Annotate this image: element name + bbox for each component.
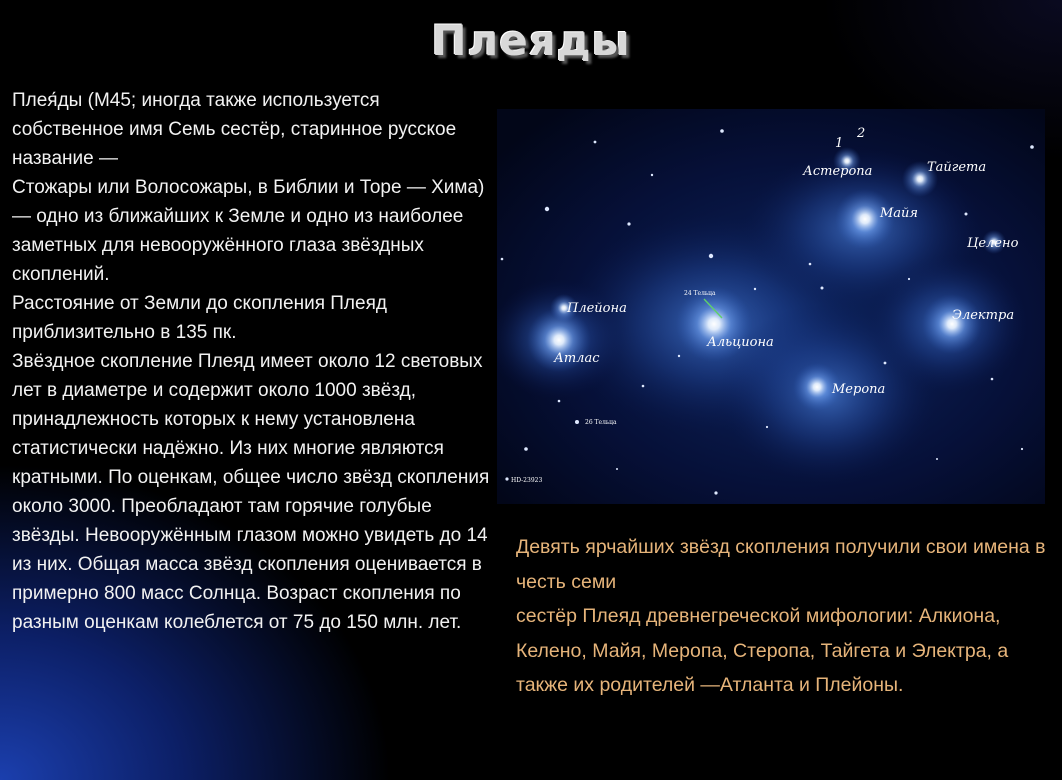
label-24-taurus: 24 Тельца bbox=[684, 290, 716, 297]
label-26-taurus: 26 Тельца bbox=[585, 419, 617, 426]
label-maya: Майя bbox=[880, 206, 919, 221]
pleiades-photo bbox=[497, 109, 1045, 504]
pleiades-star-map bbox=[497, 109, 1045, 504]
slide-title: Плеяды bbox=[431, 16, 631, 65]
label-number-1: 1 bbox=[835, 136, 844, 151]
caption-text: Девять ярчайших звёзд скопления получили свои имена в честь семи сестёр Плеяд древнегреческой мифологии: Алкиона, Келено, Майя, Меропа, Стеропа, Тайгета и Электра, а также их родителей —Атланта и Плейоны. bbox=[516, 536, 1046, 696]
label-atlas: Атлас bbox=[554, 351, 600, 366]
label-asteropa: Астеропа bbox=[803, 164, 873, 179]
label-taygeta: Тайгета bbox=[927, 160, 987, 175]
description-text: Плея́ды (M45; иногда также используется собственное имя Семь сестёр, старинное русское название — Стожары или Волосожары, в Библии и Торе — Хима) — одно из ближайших к Земле и одно из наиболее заметных для невооружённого глаза звёздных скоплений. Расстояние от Земли до скопления Плеяд приблизительно в 135 пк. Звёздное скопление Плеяд имеет около 12 световых лет в диаметре и содержит около 1000 звёзд, принадлежность которых к нему установлена статистически надёжно. Из них многие являются кратными. По оценкам, общее число звёзд скопления около 3000. Преобладают там горячие голубые звёзды. Невооружённым глазом можно увидеть до 14 из них. Общая масса звёзд скопления оценивается в примерно 800 масс Солнца. Возраст скопления по разным оценкам колеблется от 75 до 150 млн. лет. bbox=[12, 90, 490, 633]
label-alcyone: Альциона bbox=[707, 335, 774, 350]
label-hd-23923: HD-23923 bbox=[511, 477, 543, 484]
label-merope: Меропа bbox=[832, 382, 886, 397]
label-celeno: Целено bbox=[967, 236, 1019, 251]
label-electra: Электра bbox=[952, 308, 1015, 323]
label-pleiona: Плейона bbox=[567, 301, 627, 316]
label-number-2: 2 bbox=[857, 126, 866, 141]
